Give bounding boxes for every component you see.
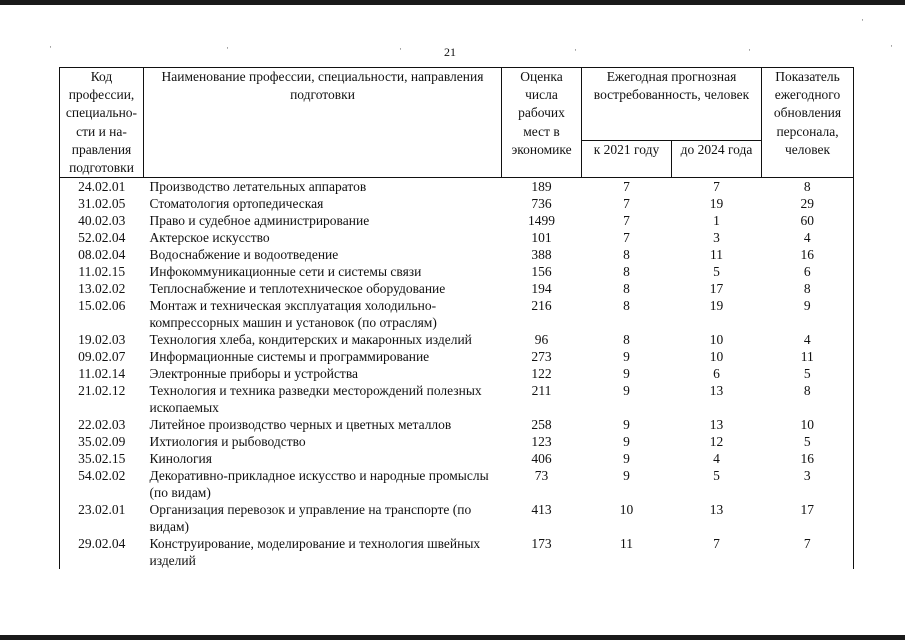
cell-code: 24.02.01 (60, 178, 144, 196)
cell-renewal: 60 (762, 212, 854, 229)
cell-name: Организация перевозок и управление на транспорте (по видам) (149, 502, 472, 535)
cell-name: Литейное производство черных и цветных металлов (149, 417, 452, 433)
table-row (60, 467, 854, 501)
table-row (60, 280, 854, 297)
scan-speck: · (890, 41, 893, 51)
cell-renewal: 29 (762, 195, 854, 212)
cell-jobs: 388 (531, 247, 552, 263)
header-annual-demand: Ежегодная прогнозная востребованность, человек (582, 68, 762, 141)
table-row (60, 382, 854, 416)
cell-demand-2021: 7 (623, 196, 630, 212)
cell-renewal: 17 (762, 501, 854, 535)
table-row (60, 501, 854, 535)
table-row (60, 263, 854, 280)
cell-code: 54.02.02 (60, 467, 144, 501)
table-row (60, 178, 854, 196)
cell-renewal: 10 (762, 416, 854, 433)
professions-table (59, 67, 854, 569)
cell-renewal: 9 (762, 297, 854, 331)
cell-name: Декоративно-прикладное искусство и народные промыслы (по видам) (149, 468, 489, 501)
header-renewal: Показатель ежегодного обновления персонала, человек (762, 68, 854, 178)
cell-jobs: 1499 (528, 213, 555, 229)
cell-jobs: 101 (531, 230, 552, 246)
cell-demand-2024: 12 (709, 434, 724, 450)
cell-code: 11.02.15 (60, 263, 144, 280)
cell-name: Конструирование, моделирование и технология швейных изделий (149, 536, 481, 569)
cell-demand-2021: 9 (623, 349, 630, 365)
cell-jobs: 96 (534, 332, 549, 348)
cell-demand-2024: 11 (710, 247, 723, 263)
cell-demand-2021: 11 (620, 536, 633, 552)
cell-demand-2021: 7 (623, 230, 630, 246)
cell-code: 22.02.03 (60, 416, 144, 433)
scan-speck: · (49, 42, 52, 52)
cell-name: Кинология (149, 451, 212, 467)
cell-code: 35.02.15 (60, 450, 144, 467)
cell-name: Инфокоммуникационные сети и системы связи (149, 264, 422, 280)
header-to-2021: к 2021 году (582, 140, 672, 177)
cell-renewal: 5 (762, 365, 854, 382)
cell-name: Теплоснабжение и теплотехническое оборудование (149, 281, 446, 297)
cell-jobs: 406 (531, 451, 552, 467)
cell-name: Электронные приборы и устройства (149, 366, 359, 382)
cell-name: Актерское искусство (149, 230, 270, 246)
cell-code: 13.02.02 (60, 280, 144, 297)
cell-code: 23.02.01 (60, 501, 144, 535)
cell-jobs: 194 (531, 281, 552, 297)
cell-code: 11.02.14 (60, 365, 144, 382)
cell-renewal: 11 (762, 348, 854, 365)
table-row (60, 297, 854, 331)
table-row (60, 348, 854, 365)
cell-code: 19.02.03 (60, 331, 144, 348)
cell-demand-2021: 8 (623, 332, 630, 348)
cell-code: 15.02.06 (60, 297, 144, 331)
cell-name: Технология хлеба, кондитерских и макаронных изделий (149, 332, 472, 348)
cell-demand-2021: 9 (623, 468, 630, 484)
cell-demand-2024: 17 (709, 281, 724, 297)
header-jobs-estimate: Оценка числа рабочих мест в экономике (502, 68, 582, 178)
cell-demand-2021: 8 (623, 281, 630, 297)
cell-code: 21.02.12 (60, 382, 144, 416)
cell-demand-2024: 5 (713, 468, 720, 484)
cell-jobs: 73 (534, 468, 549, 484)
cell-name: Стоматология ортопедическая (149, 196, 324, 212)
cell-name: Водоснабжение и водоотведение (149, 247, 339, 263)
scan-speck: · (574, 45, 577, 55)
cell-renewal: 8 (762, 280, 854, 297)
scan-bottom-edge (0, 635, 905, 640)
cell-name: Право и судебное администрирование (149, 213, 370, 229)
cell-demand-2024: 1 (713, 213, 720, 229)
cell-demand-2024: 13 (709, 502, 724, 518)
cell-jobs: 173 (531, 536, 552, 552)
cell-demand-2024: 4 (713, 451, 720, 467)
cell-demand-2021: 8 (623, 247, 630, 263)
cell-demand-2024: 3 (713, 230, 720, 246)
table-row (60, 535, 854, 569)
cell-demand-2024: 7 (713, 179, 720, 195)
table-body (60, 178, 854, 570)
cell-demand-2024: 10 (709, 349, 724, 365)
cell-demand-2024: 19 (709, 196, 724, 212)
cell-jobs: 211 (531, 383, 552, 399)
cell-renewal: 5 (762, 433, 854, 450)
cell-jobs: 413 (531, 502, 552, 518)
scan-speck: · (861, 15, 864, 25)
header-name: Наименование профессии, специальности, направления подготовки (144, 68, 502, 178)
cell-jobs: 216 (531, 298, 552, 314)
table-row (60, 450, 854, 467)
cell-renewal: 8 (762, 382, 854, 416)
cell-renewal: 4 (762, 229, 854, 246)
cell-code: 40.02.03 (60, 212, 144, 229)
table-row (60, 229, 854, 246)
cell-demand-2024: 10 (709, 332, 724, 348)
cell-jobs: 156 (531, 264, 552, 280)
cell-demand-2024: 13 (709, 417, 724, 433)
cell-demand-2021: 7 (623, 213, 630, 229)
cell-demand-2021: 9 (623, 451, 630, 467)
table-row (60, 246, 854, 263)
cell-name: Ихтиология и рыбоводство (149, 434, 306, 450)
cell-jobs: 122 (531, 366, 552, 382)
cell-demand-2021: 8 (623, 298, 630, 314)
cell-demand-2024: 7 (713, 536, 720, 552)
cell-name: Технология и техника разведки месторождений полезных ископаемых (149, 383, 482, 416)
cell-demand-2021: 9 (623, 417, 630, 433)
cell-demand-2021: 8 (623, 264, 630, 280)
cell-name: Монтаж и техническая эксплуатация холодильно-компрессорных машин и установок (по отраслям) (149, 298, 437, 331)
table-row (60, 212, 854, 229)
cell-name: Производство летательных аппаратов (149, 179, 367, 195)
cell-jobs: 273 (531, 349, 552, 365)
cell-renewal: 6 (762, 263, 854, 280)
cell-jobs: 189 (531, 179, 552, 195)
cell-demand-2024: 6 (713, 366, 720, 382)
table-row (60, 433, 854, 450)
cell-jobs: 258 (531, 417, 552, 433)
cell-code: 35.02.09 (60, 433, 144, 450)
cell-renewal: 7 (762, 535, 854, 569)
table-header (60, 68, 854, 178)
cell-jobs: 736 (531, 196, 552, 212)
table-row (60, 416, 854, 433)
cell-code: 29.02.04 (60, 535, 144, 569)
cell-demand-2021: 9 (623, 434, 630, 450)
scan-speck: · (748, 45, 751, 55)
cell-renewal: 16 (762, 450, 854, 467)
cell-demand-2021: 9 (623, 383, 630, 399)
header-code: Код профессии, специально-сти и на-правления подготовки (60, 68, 144, 178)
scan-speck: · (226, 43, 229, 53)
cell-code: 31.02.05 (60, 195, 144, 212)
cell-code: 52.02.04 (60, 229, 144, 246)
cell-renewal: 3 (762, 467, 854, 501)
cell-demand-2024: 13 (709, 383, 724, 399)
cell-code: 09.02.07 (60, 348, 144, 365)
scan-speck: · (399, 44, 402, 54)
cell-demand-2021: 7 (623, 179, 630, 195)
header-to-2024: до 2024 года (672, 140, 762, 177)
cell-code: 08.02.04 (60, 246, 144, 263)
cell-renewal: 16 (762, 246, 854, 263)
scan-top-edge (0, 0, 905, 5)
table-row (60, 195, 854, 212)
page-number: 21 (444, 45, 456, 59)
cell-renewal: 8 (762, 178, 854, 196)
cell-demand-2021: 10 (619, 502, 634, 518)
cell-renewal: 4 (762, 331, 854, 348)
cell-demand-2024: 19 (709, 298, 724, 314)
table-row (60, 365, 854, 382)
cell-demand-2024: 5 (713, 264, 720, 280)
table-row (60, 331, 854, 348)
cell-demand-2021: 9 (623, 366, 630, 382)
cell-jobs: 123 (531, 434, 552, 450)
cell-name: Информационные системы и программирование (149, 349, 430, 365)
